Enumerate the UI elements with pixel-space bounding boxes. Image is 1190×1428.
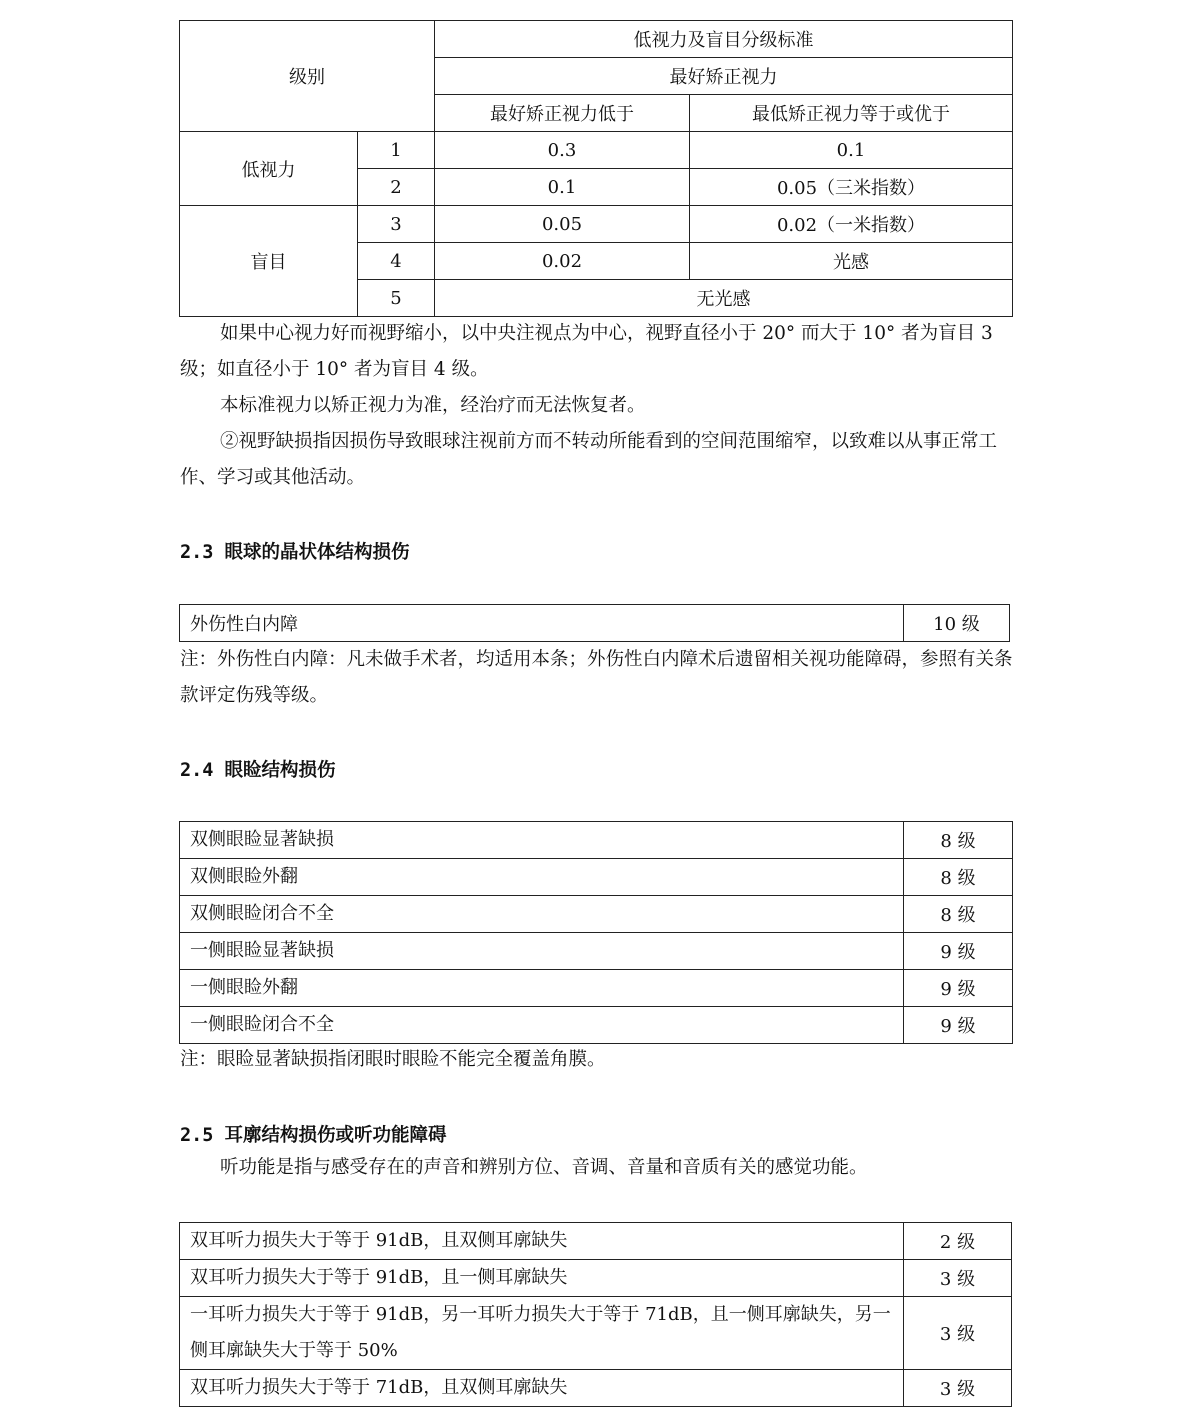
item-cell: 双耳听力损失大于等于 91dB，且一侧耳廓缺失 (180, 1260, 904, 1297)
level-cell: 1 (358, 132, 435, 169)
vision-grade-table (179, 20, 1013, 317)
table-row (180, 1007, 1013, 1044)
item-cell: 一侧眼睑显著缺损 (180, 933, 904, 970)
item-cell: 双耳听力损失大于等于 91dB，且双侧耳廓缺失 (180, 1223, 904, 1260)
grade-cell: 3 级 (904, 1260, 1012, 1297)
higher-cell: 0.02（一米指数） (690, 206, 1013, 243)
level-cell: 4 (358, 243, 435, 280)
item-cell: 双耳听力损失大于等于 71dB，且双侧耳廓缺失 (180, 1370, 904, 1407)
note: 注：眼睑显著缺损指闭眼时眼睑不能完全覆盖角膜。 (180, 1049, 606, 1070)
lower-cell: 0.1 (435, 169, 690, 206)
lower-cell: 0.3 (435, 132, 690, 169)
table-row (180, 896, 1013, 933)
best-corrected-header: 最好矫正视力 (435, 58, 1013, 95)
grade-cell: 8 级 (904, 859, 1013, 896)
hearing-injury-table (179, 1222, 1012, 1407)
grade-cell: 9 级 (904, 1007, 1013, 1044)
col-higher-header: 最低矫正视力等于或优于 (690, 95, 1013, 132)
lower-cell: 0.05 (435, 206, 690, 243)
grade-cell: 9 级 (904, 970, 1013, 1007)
grade-cell: 10 级 (904, 605, 1010, 642)
table-row (180, 933, 1013, 970)
standard-header: 低视力及盲目分级标准 (435, 21, 1013, 58)
section-heading: 2.5 耳廓结构损伤或听功能障碍 (180, 1125, 447, 1146)
paragraph: 本标准视力以矫正视力为准，经治疗而无法恢复者。 (220, 395, 646, 416)
table-row (180, 859, 1013, 896)
lens-injury-table (179, 604, 1010, 642)
table-row (180, 970, 1013, 1007)
merged-cell: 无光感 (435, 280, 1013, 317)
paragraph: ②视野缺损指因损伤导致眼球注视前方而不转动所能看到的空间范围缩窄，以致难以从事正常工作、学习或其他活动。 (180, 431, 998, 488)
grade-cell: 8 级 (904, 896, 1013, 933)
item-cell: 一耳听力损失大于等于 91dB，另一耳听力损失大于等于 71dB，且一侧耳廓缺失，另一侧耳廓缺失大于等于 50% (180, 1297, 904, 1370)
grade-cell: 8 级 (904, 822, 1013, 859)
note: 注：外伤性白内障：凡未做手术者，均适用本条；外伤性白内障术后遗留相关视功能障碍，参照有关条款评定伤残等级。 (180, 649, 1013, 706)
paragraph: 听功能是指与感受存在的声音和辨别方位、音调、音量和音质有关的感觉功能。 (220, 1157, 868, 1178)
grade-cell: 3 级 (904, 1370, 1012, 1407)
item-cell: 一侧眼睑闭合不全 (180, 1007, 904, 1044)
level-header: 级别 (180, 21, 435, 132)
higher-cell: 0.1 (690, 132, 1013, 169)
higher-cell: 光感 (690, 243, 1013, 280)
grade-cell: 3 级 (904, 1297, 1012, 1370)
grade-cell: 9 级 (904, 933, 1013, 970)
table-row (180, 822, 1013, 859)
table-row (180, 1223, 1012, 1260)
level-cell: 2 (358, 169, 435, 206)
item-cell: 外伤性白内障 (180, 605, 904, 642)
item-cell: 双侧眼睑外翻 (180, 859, 904, 896)
eyelid-injury-table (179, 821, 1013, 1044)
paragraph: 如果中心视力好而视野缩小，以中央注视点为中心，视野直径小于 20° 而大于 10° 者为盲目 3 级；如直径小于 10° 者为盲目 4 级。 (180, 323, 993, 380)
item-cell: 双侧眼睑闭合不全 (180, 896, 904, 933)
table-row (180, 1297, 1012, 1370)
item-cell: 一侧眼睑外翻 (180, 970, 904, 1007)
level-cell: 5 (358, 280, 435, 317)
section-heading: 2.4 眼睑结构损伤 (180, 760, 336, 781)
level-cell: 3 (358, 206, 435, 243)
table-row (180, 1260, 1012, 1297)
higher-cell: 0.05（三米指数） (690, 169, 1013, 206)
section-heading: 2.3 眼球的晶状体结构损伤 (180, 542, 410, 563)
item-cell: 双侧眼睑显著缺损 (180, 822, 904, 859)
table-row (180, 1370, 1012, 1407)
lower-cell: 0.02 (435, 243, 690, 280)
group-low-vision: 低视力 (180, 132, 358, 206)
grade-cell: 2 级 (904, 1223, 1012, 1260)
group-blind: 盲目 (180, 206, 358, 317)
col-lower-header: 最好矫正视力低于 (435, 95, 690, 132)
